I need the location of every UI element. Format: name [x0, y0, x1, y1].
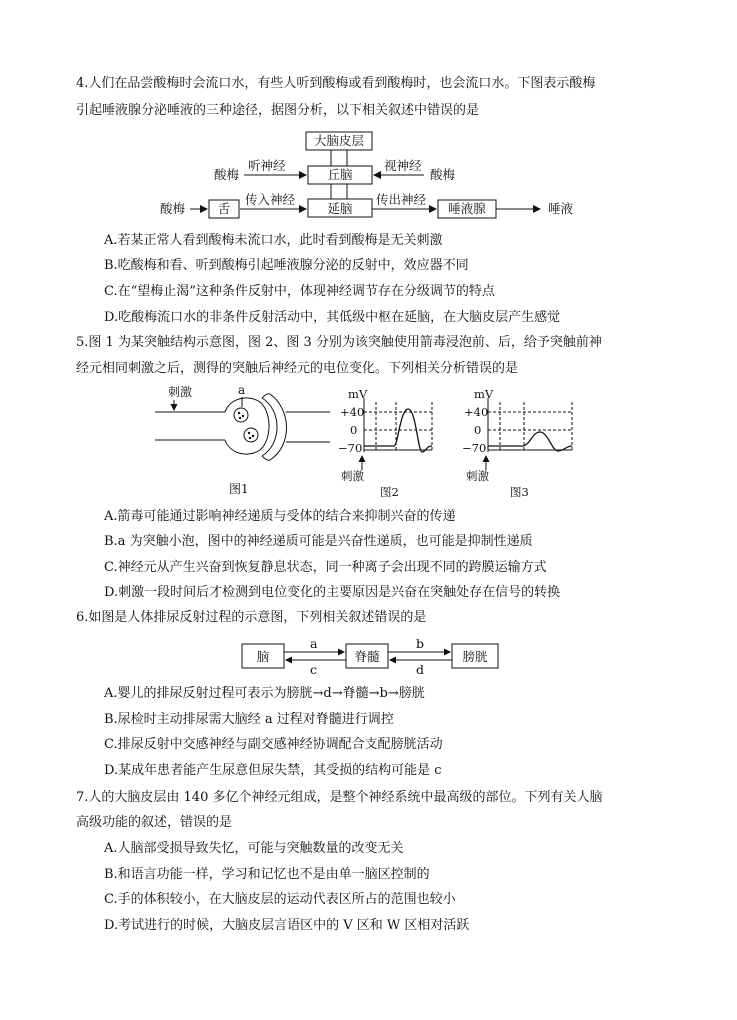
afferent-nerve-label: 传入神经 [245, 192, 296, 207]
q6-option-d: D.某成年患者能产生尿意但尿失禁，其受损的结构可能是 c [104, 763, 442, 778]
q7-option-d: D.考试进行的时候，大脑皮层言语区中的 V 区和 W 区相对活跃 [104, 918, 470, 933]
auditory-nerve-label: 听神经 [248, 158, 286, 173]
medulla-label: 延脑 [327, 201, 353, 216]
stimulus-right-label: 酸梅 [430, 167, 456, 182]
fig2-graph [362, 398, 432, 470]
path-d-label: d [416, 662, 425, 677]
fig2-tick-bottom: −70 [338, 441, 363, 455]
q4-option-a: A.若某正常人看到酸梅未流口水，此时看到酸梅是无关刺激 [104, 233, 443, 248]
q5-option-b: B.a 为突触小泡，图中的神经递质可能是兴奋性递质，也可能是抑制性递质 [104, 534, 533, 549]
path-a-label: a [310, 636, 318, 651]
tongue-label: 舌 [217, 201, 231, 216]
fig3-tick-top: +40 [464, 405, 489, 419]
spinal-label: 脊髓 [354, 649, 380, 664]
fig2-tick-zero: 0 [350, 423, 358, 437]
q7-option-a: A.人脑部受损导致失忆，可能与突触数量的改变无关 [104, 841, 404, 856]
fig2-caption: 图2 [380, 485, 399, 499]
q4-stem-line-1: 4.人们在品尝酸梅时会流口水，有些人听到酸梅或看到酸梅时，也会流口水。下图表示酸梅 [76, 76, 596, 91]
q5-option-c: C.神经元从产生兴奋到恢复静息状态，同一种离子会出现不同的跨膜运输方式 [104, 560, 547, 575]
path-c-label: c [310, 662, 318, 677]
q6-stem-line-1: 6.如图是人体排尿反射过程的示意图，下列相关叙述错误的是 [76, 610, 427, 625]
stimulus-bottom-label: 酸梅 [160, 201, 186, 216]
q5-figures [0, 380, 737, 500]
path-b-label: b [416, 636, 425, 651]
q7-stem-line-1: 7.人的大脑皮层由 140 多亿个神经元组成，是整个神经系统中最高级的部位。下列有关人脑 [76, 790, 603, 805]
q4-option-b: B.吃酸梅和看、听到酸梅引起唾液腺分泌的反射中，效应器不同 [104, 258, 469, 273]
fig3-caption: 图3 [510, 485, 529, 499]
fig2-unit: mV [348, 387, 368, 401]
stimulus-left-label: 酸梅 [214, 167, 240, 182]
synapse-figure [155, 394, 330, 461]
fig1-caption: 图1 [229, 482, 249, 496]
thalamus-label: 丘脑 [327, 167, 353, 182]
fig3-tick-bottom: −70 [462, 441, 487, 455]
fig3-unit: mV [474, 387, 494, 401]
optic-nerve-label: 视神经 [384, 158, 422, 173]
q5-stem-line-2: 经元相同刺激之后，测得的突触后神经元的电位变化。下列相关分析错误的是 [76, 361, 519, 376]
fig3-graph [486, 398, 572, 470]
q5-stem-line-1: 5.图 1 为某突触结构示意图，图 2、图 3 分别为该突触使用箭毒浸泡前、后，给予突触前神 [76, 335, 602, 350]
q7-option-b: B.和语言功能一样，学习和记忆也不是由单一脑区控制的 [104, 867, 430, 882]
fig3-stim-label: 刺激 [466, 469, 489, 483]
q7-option-c: C.手的体积较小，在大脑皮层的运动代表区所占的范围也较小 [104, 892, 456, 907]
q6-option-a: A.婴儿的排尿反射过程可表示为膀胱→d→脊髓→b→膀胱 [104, 686, 425, 701]
fig2-tick-top: +40 [340, 405, 365, 419]
fig1-a-label: a [238, 383, 246, 397]
q4-option-d: D.吃酸梅流口水的非条件反射活动中，其低级中枢在延脑，在大脑皮层产生感觉 [104, 310, 561, 325]
q7-stem-line-2: 高级功能的叙述，错误的是 [76, 815, 233, 830]
efferent-nerve-label: 传出神经 [376, 192, 427, 207]
q4-stem-line-2: 引起唾液腺分泌唾液的三种途径，据图分析，以下相关叙述中错误的是 [76, 103, 480, 118]
q6-option-c: C.排尿反射中交感神经与副交感神经协调配合支配膀胱活动 [104, 737, 443, 752]
q4-saliva-pathway-diagram [0, 0, 737, 230]
fig2-stim-label: 刺激 [341, 469, 364, 483]
fig1-stim-label: 刺激 [168, 385, 193, 399]
q5-option-d: D.刺激一段时间后才检测到电位变化的主要原因是兴奋在突触处存在信号的转换 [104, 585, 561, 600]
fig3-tick-zero: 0 [474, 423, 482, 437]
q6-option-b: B.尿检时主动排尿需大脑经 a 过程对脊髓进行调控 [104, 712, 394, 727]
gland-label: 唾液腺 [448, 201, 486, 216]
bladder-label: 膀胱 [462, 649, 488, 664]
q4-option-c: C.在“望梅止渴”这种条件反射中，体现神经调节存在分级调节的特点 [104, 284, 495, 299]
saliva-label: 唾液 [548, 201, 574, 216]
cortex-label: 大脑皮层 [313, 133, 365, 148]
q6-urination-diagram [0, 636, 737, 686]
q5-option-a: A.箭毒可能通过影响神经递质与受体的结合来抑制兴奋的传递 [104, 509, 456, 524]
brain-label: 脑 [256, 649, 270, 664]
